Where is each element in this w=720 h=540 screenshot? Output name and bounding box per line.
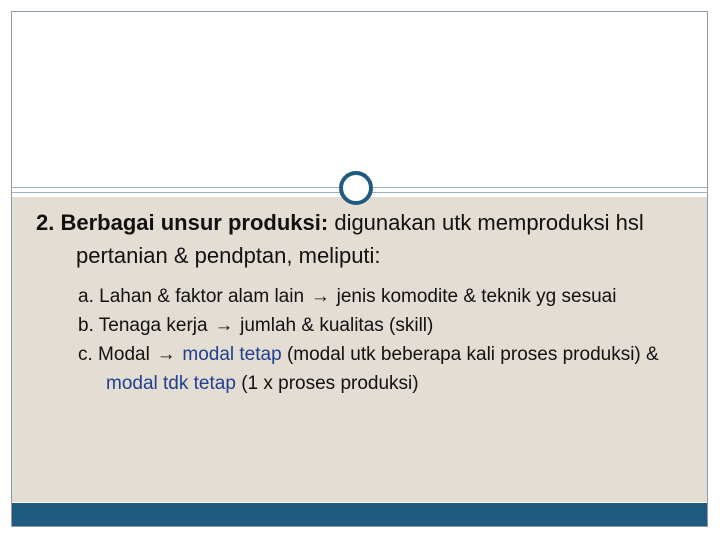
sub-item-label: a. Lahan & faktor alam lain — [78, 286, 305, 307]
sub-item-lahan — [36, 282, 676, 311]
right-arrow-icon: → — [214, 315, 234, 336]
sub-item-tenaga-kerja — [36, 311, 676, 340]
term-modal-tetap: modal tetap — [182, 344, 282, 365]
right-arrow-icon: → — [156, 344, 176, 365]
term-modal-tetap-desc: (modal utk beberapa kali proses produksi) & — [286, 344, 659, 365]
sub-item-result: jenis komodite & teknik yg sesuai — [336, 286, 617, 307]
circle-ornament-icon — [339, 171, 373, 205]
right-arrow-icon: → — [310, 286, 330, 307]
sub-item-result: jumlah & kualitas (skill) — [240, 315, 434, 336]
sub-item-label: c. Modal — [78, 344, 150, 365]
sub-item-label: b. Tenaga kerja — [78, 315, 208, 336]
main-point — [36, 206, 676, 272]
main-point-text: digunakan utk memproduksi hsl pertanian & pendptan, meliputi: — [76, 210, 644, 268]
footer-bar — [12, 503, 707, 526]
sub-item-list — [36, 282, 676, 398]
sub-item-modal — [36, 340, 676, 398]
title-placeholder-area — [12, 12, 707, 187]
main-point-number: 2. — [36, 210, 55, 235]
main-point-heading: Berbagai unsur produksi: — [60, 210, 329, 235]
term-modal-tdk-tetap: modal tdk tetap — [106, 373, 236, 394]
slide-body-text — [36, 206, 676, 398]
term-modal-tdk-tetap-desc: (1 x proses produksi) — [241, 373, 419, 394]
